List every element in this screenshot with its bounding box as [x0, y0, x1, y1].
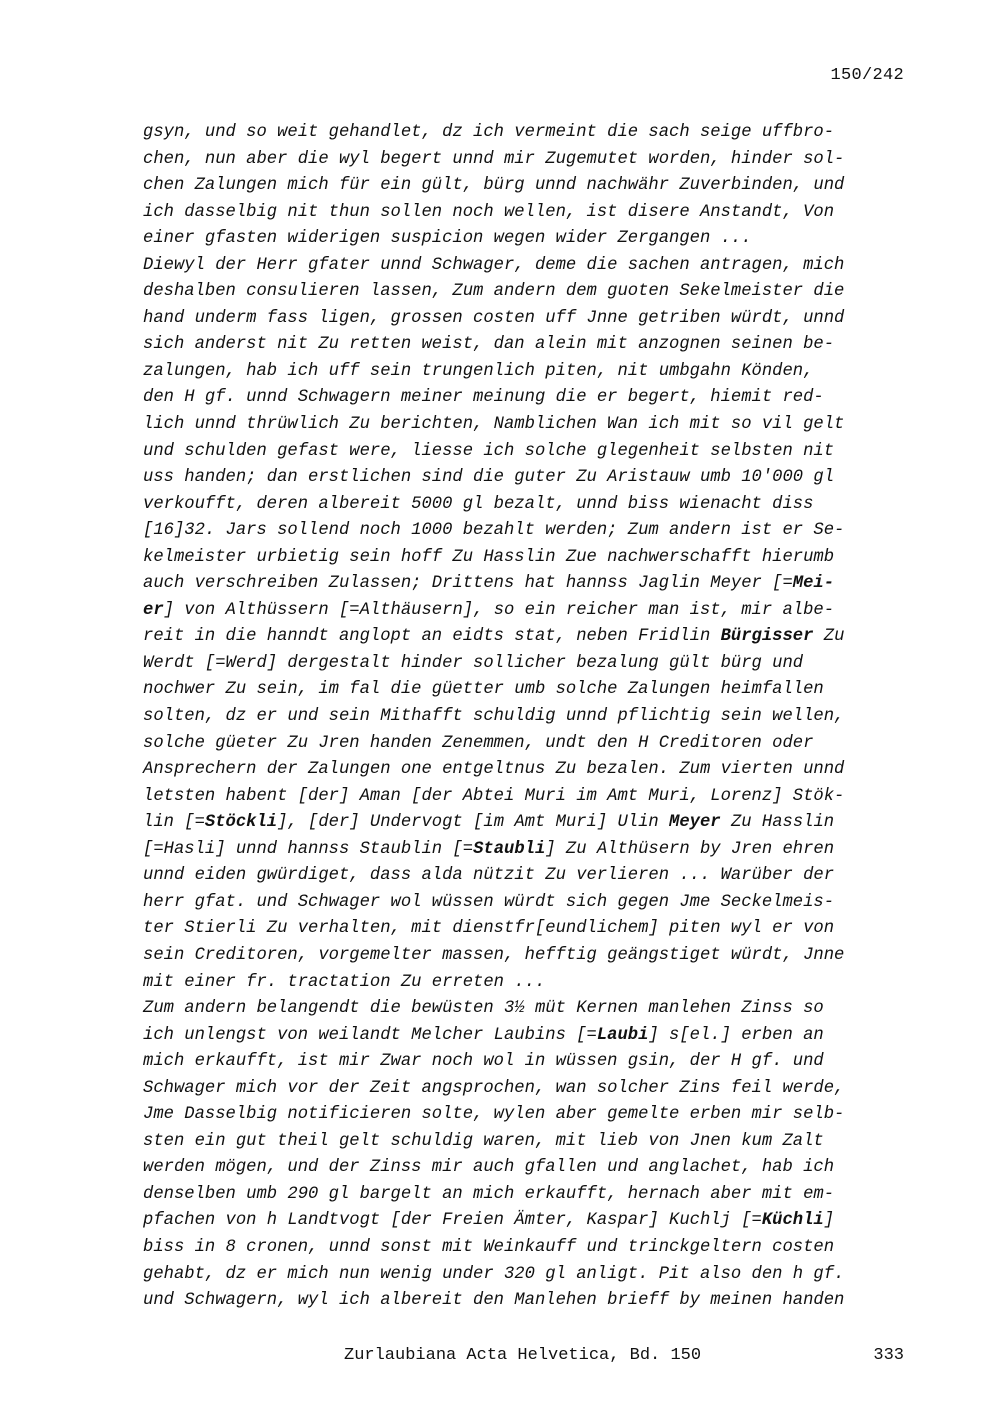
text-segment: reit in die hanndt anglopt an eidts stat, neben Fridlin [143, 627, 721, 647]
text-segment: und schulden gefast were, liesse ich solche glegenheit selbsten nit [143, 441, 835, 461]
bold-surname: Stöckli [204, 813, 278, 833]
text-line [143, 1235, 913, 1262]
text-line [143, 253, 913, 280]
text-segment: Schwager mich vor der Zeit angsprochen, wan solcher Zins feil werde, [143, 1078, 845, 1098]
bold-surname: Laubi [596, 1025, 649, 1045]
text-line [143, 545, 913, 572]
text-line [143, 704, 913, 731]
text-line [143, 359, 913, 386]
text-line [143, 757, 913, 784]
text-line [143, 120, 913, 147]
text-segment: verkoufft, deren albereit 5000 gl bezalt, unnd biss wienacht diss [143, 494, 814, 514]
text-line [143, 1023, 913, 1050]
text-segment: ] von Althüssern [=Althäusern], so ein reicher man ist, mir albe- [163, 600, 835, 620]
text-segment: chen Zalungen mich für ein gült, bürg unnd nachwähr Zuverbinden, und [143, 176, 845, 196]
text-segment: Zu [813, 627, 845, 647]
text-line [143, 1262, 913, 1289]
text-segment: mich erkaufft, ist mir Zwar noch wol in wüssen gsin, der H gf. und [143, 1052, 824, 1072]
text-segment: ], [der] Undervogt [im Amt Muri] Ulin [277, 813, 670, 833]
text-line [143, 385, 913, 412]
text-segment: werden mögen, und der Zinss mir auch gfallen und anglachet, hab ich [143, 1158, 835, 1178]
text-line [143, 200, 913, 227]
text-segment: sten ein gut theil gelt schuldig waren, mit lieb von Jnen kum Zalt [143, 1131, 824, 1151]
text-segment: kelmeister urbietig sein hoff Zu Hasslin Zue nachwerschafft hierumb [143, 547, 835, 567]
text-line [143, 465, 913, 492]
text-segment: ] [823, 1211, 835, 1231]
text-segment: lich unnd thrüwlich Zu berichten, Namblichen Wan ich mit so vil gelt [143, 415, 845, 435]
text-segment: ] Zu Althüsern by Jren ehren [545, 839, 835, 859]
text-line [143, 279, 913, 306]
text-line [143, 173, 913, 200]
text-segment: den H gf. unnd Schwagern meiner meinung die er begert, hiemit red- [143, 388, 824, 408]
text-segment: biss in 8 cronen, unnd sonst mit Weinkauff und trinckgeltern costen [143, 1237, 835, 1257]
text-line [143, 1288, 913, 1315]
text-line [143, 970, 913, 997]
text-segment: ] s[el.] erben an [648, 1025, 824, 1045]
text-line [143, 916, 913, 943]
text-segment: zalungen, hab ich uff sein trungenlich piten, nit umbgahn Könden, [143, 361, 814, 381]
text-segment: nochwer Zu sein, im fal die güetter umb solche Zalungen heimfallen [143, 680, 824, 700]
text-segment: auch verschreiben Zulassen; Drittens hat hannss Jaglin Meyer [= [143, 574, 793, 594]
text-segment: [=Hasli] unnd hannss Staublin [= [143, 839, 474, 859]
text-segment: denselben umb 290 gl bargelt an mich erkaufft, hernach aber mit em- [143, 1184, 835, 1204]
text-line [143, 332, 913, 359]
text-line [143, 1208, 913, 1235]
bold-surname: er [143, 600, 164, 620]
text-segment: herr gfat. und Schwager wol wüssen würdt sich gegen Jme Seckelmeis- [143, 892, 835, 912]
text-segment: mit einer fr. tractation Zu erreten ... [143, 972, 546, 992]
text-segment: uss handen; dan erstlichen sind die guter Zu Aristauw umb 10'000 gl [143, 468, 835, 488]
text-line [143, 890, 913, 917]
text-line [143, 1102, 913, 1129]
text-segment: ter Stierli Zu verhalten, mit dienstfr[eundlichem] piten wyl er von [143, 919, 835, 939]
text-segment: Jme Dasselbig notificieren solte, wylen aber gemelte erben mir selb- [143, 1105, 845, 1125]
text-segment: solche güeter Zu Jren handen Zenemmen, undt den H Creditoren oder [143, 733, 814, 753]
text-segment: chen, nun aber die wyl begert unnd mir Zugemutet worden, hinder sol- [143, 149, 845, 169]
text-line [143, 598, 913, 625]
text-line [143, 677, 913, 704]
text-segment: letsten habent [der] Aman [der Abtei Muri im Amt Muri, Lorenz] Stök- [143, 786, 845, 806]
text-segment: sein Creditoren, vorgemelter massen, hefftig geängstiget würdt, Jnne [143, 945, 845, 965]
text-segment: und Schwagern, wyl ich albereit den Manlehen brieff by meinen handen [143, 1291, 845, 1311]
text-line [143, 996, 913, 1023]
text-segment: Diewyl der Herr gfater unnd Schwager, deme die sachen antragen, mich [143, 255, 845, 275]
text-line [143, 651, 913, 678]
text-segment: [16]32. Jars sollend noch 1000 bezahlt werden; Zum andern ist er Se- [143, 521, 845, 541]
text-segment: unnd eiden gwürdiget, dass alda nützit Zu verlieren ... Warüber der [143, 866, 835, 886]
text-segment: lin [= [143, 813, 205, 833]
footer-page-number: 333 [873, 1346, 904, 1365]
bold-surname: Küchli [761, 1211, 824, 1231]
text-line [143, 492, 913, 519]
text-line [143, 624, 913, 651]
text-segment: gsyn, und so weit gehandlet, dz ich vermeint die sach seige uffbro- [143, 123, 835, 142]
text-line [143, 837, 913, 864]
text-segment: pfachen von h Landtvogt [der Freien Ämter, Kaspar] Kuchlj [= [143, 1211, 762, 1231]
text-segment: sich anderst nit Zu retten weist, dan alein mit anzognen seinen be- [143, 335, 835, 355]
page-counter: 150/242 [830, 66, 904, 85]
text-segment: Ansprechern der Zalungen one entgeltnus Zu bezalen. Zum vierten unnd [143, 760, 845, 780]
text-line [143, 1129, 913, 1156]
text-line [143, 226, 913, 253]
bold-surname: Bürgisser [720, 627, 814, 647]
text-segment: ich unlengst von weilandt Melcher Laubins [= [143, 1025, 597, 1045]
text-line [143, 784, 913, 811]
text-line [143, 1155, 913, 1182]
text-segment: deshalben consulieren lassen, Zum andern dem guoten Sekelmeister die [143, 282, 845, 302]
footer-publication-title: Zurlaubiana Acta Helvetica, Bd. 150 [344, 1346, 702, 1365]
text-line [143, 306, 913, 333]
text-segment: Zu Hasslin [720, 813, 835, 833]
transcription-body [143, 120, 913, 1315]
text-line [143, 412, 913, 439]
bold-surname: Staubli [473, 839, 546, 859]
text-segment: hand underm fass ligen, grossen costen uff Jnne getriben würdt, unnd [143, 308, 845, 328]
text-line [143, 863, 913, 890]
text-line [143, 731, 913, 758]
text-line [143, 1076, 913, 1103]
text-line [143, 439, 913, 466]
bold-surname: Mei- [792, 574, 835, 594]
text-segment: gehabt, dz er mich nun wenig under 320 gl anligt. Pit also den h gf. [143, 1264, 845, 1284]
text-segment: einer gfasten widerigen suspicion wegen wider Zergangen ... [143, 229, 752, 249]
text-line [143, 1049, 913, 1076]
text-line [143, 571, 913, 598]
text-line [143, 518, 913, 545]
text-segment: solten, dz er und sein Mithafft schuldig unnd pflichtig sein wellen, [143, 707, 845, 727]
bold-surname: Meyer [669, 813, 721, 833]
text-line [143, 943, 913, 970]
text-segment: ich dasselbig nit thun sollen noch wellen, ist disere Anstandt, Von [143, 202, 835, 222]
text-segment: Werdt [=Werd] dergestalt hinder sollicher bezalung gült bürg und [143, 653, 804, 673]
text-line [143, 147, 913, 174]
text-line [143, 1182, 913, 1209]
text-segment: Zum andern belangendt die bewüsten 3½ müt Kernen manlehen Zinss so [143, 999, 824, 1019]
text-line [143, 810, 913, 837]
